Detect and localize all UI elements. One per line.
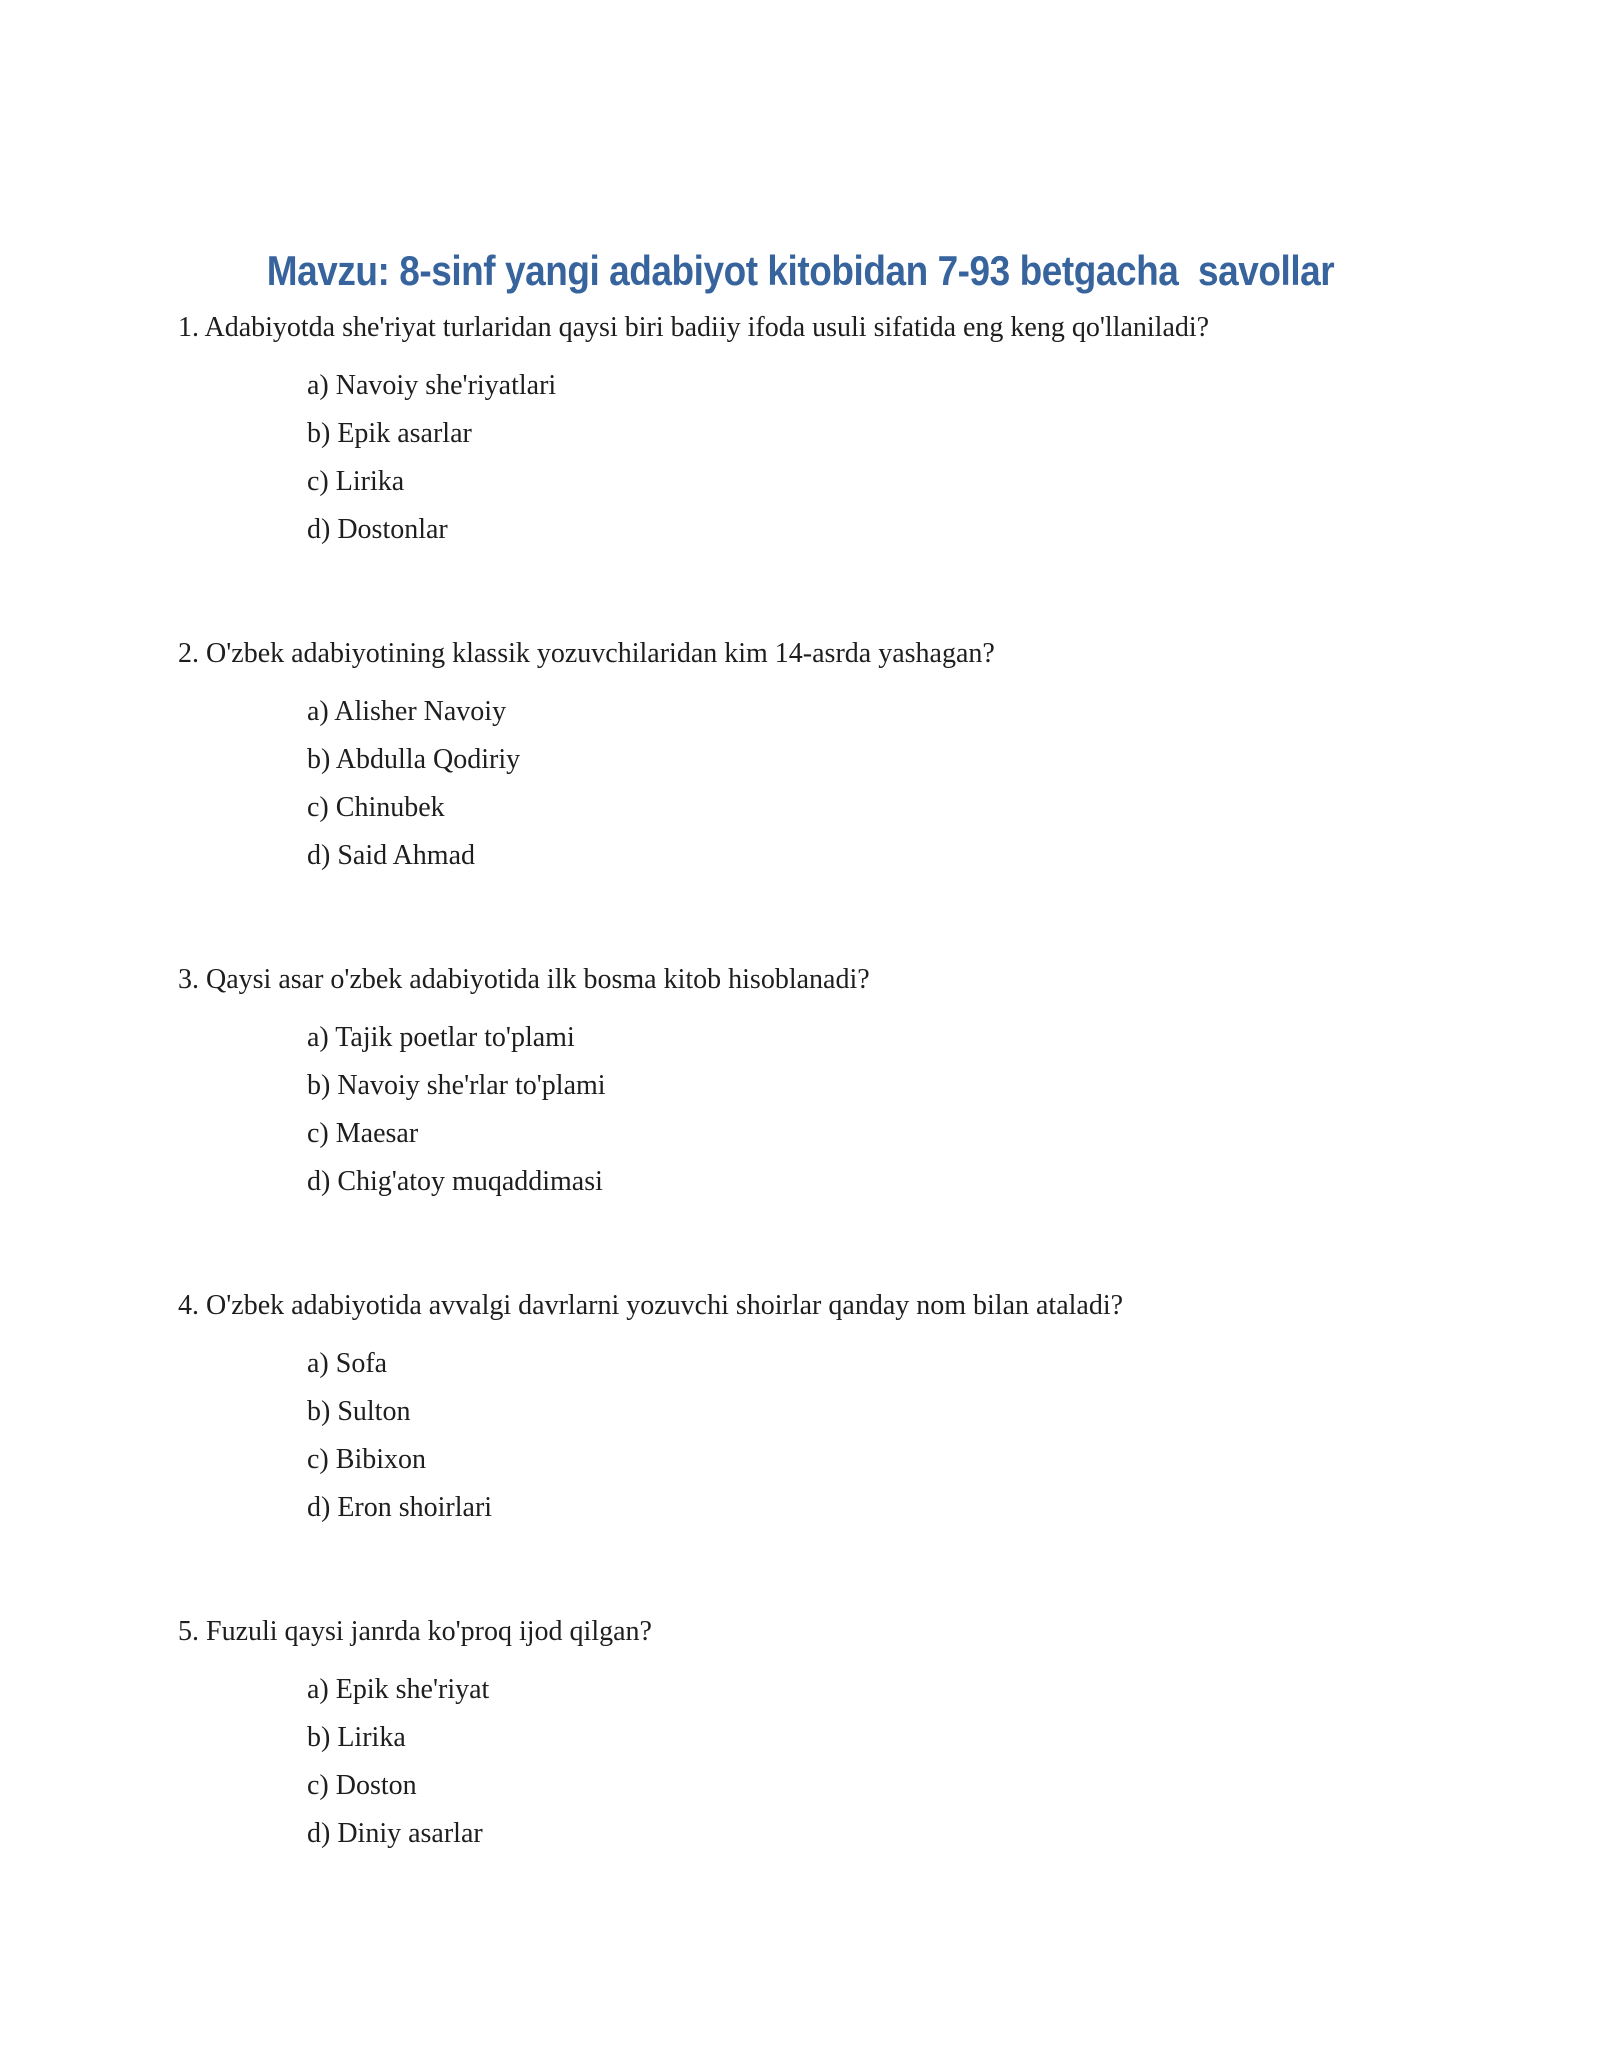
option-text: Epik she'riyat	[335, 1674, 490, 1705]
question-text	[178, 1612, 1422, 1652]
options-list	[307, 1344, 1422, 1528]
options-list	[307, 366, 1422, 550]
option-text: Dostonlar	[337, 514, 448, 545]
option-label: a)	[307, 370, 329, 401]
question-body: O'zbek adabiyotida avvalgi davrlarni yozuvchi shoirlar qanday nom bilan ataladi?	[206, 1290, 1124, 1321]
question-text	[178, 634, 1422, 674]
option-text: Eron shoirlari	[337, 1492, 493, 1523]
document-title	[178, 246, 1422, 296]
option-text: Diniy asarlar	[337, 1818, 483, 1849]
option-text: Navoiy she'riyatlari	[335, 370, 557, 401]
option-text: Alisher Navoiy	[334, 696, 507, 727]
question-body: O'zbek adabiyotining klassik yozuvchilaridan kim 14-asrda yashagan?	[206, 638, 995, 669]
option-label: a)	[307, 696, 329, 727]
option-text: Doston	[335, 1770, 417, 1801]
option-a	[307, 692, 1422, 732]
option-text: Chig'atoy muqaddimasi	[337, 1166, 603, 1197]
option-label: b)	[307, 1396, 331, 1427]
option-d	[307, 836, 1422, 876]
option-text: Epik asarlar	[337, 418, 472, 449]
option-a	[307, 1670, 1422, 1710]
option-c	[307, 1440, 1422, 1480]
option-d	[307, 1488, 1422, 1528]
option-b	[307, 1392, 1422, 1432]
option-label: c)	[307, 792, 329, 823]
option-a	[307, 1344, 1422, 1384]
option-b	[307, 1066, 1422, 1106]
option-d	[307, 510, 1422, 550]
option-c	[307, 1766, 1422, 1806]
options-list	[307, 1018, 1422, 1202]
question-body: Fuzuli qaysi janrda ko'proq ijod qilgan?	[206, 1616, 652, 1647]
question-body: Adabiyotda she'riyat turlaridan qaysi biri badiiy ifoda usuli sifatida eng keng qo'llaniladi?	[204, 312, 1210, 343]
option-text: Sofa	[335, 1348, 388, 1379]
question-text	[178, 308, 1422, 348]
option-a	[307, 1018, 1422, 1058]
option-c	[307, 462, 1422, 502]
option-b	[307, 1718, 1422, 1758]
option-label: c)	[307, 1118, 329, 1149]
option-label: c)	[307, 1770, 329, 1801]
option-text: Maesar	[335, 1118, 419, 1149]
question-block-3	[178, 960, 1422, 1202]
option-label: b)	[307, 744, 331, 775]
option-c	[307, 1114, 1422, 1154]
option-text: Bibixon	[335, 1444, 426, 1475]
option-label: a)	[307, 1674, 329, 1705]
options-list	[307, 692, 1422, 876]
option-label: a)	[307, 1022, 329, 1053]
question-block-4	[178, 1286, 1422, 1528]
question-body: Qaysi asar o'zbek adabiyotida ilk bosma kitob hisoblanadi?	[206, 964, 870, 995]
option-text: Said Ahmad	[337, 840, 475, 871]
question-block-2	[178, 634, 1422, 876]
option-text: Tajik poetlar to'plami	[335, 1022, 575, 1053]
option-label: a)	[307, 1348, 329, 1379]
question-number: 1.	[178, 312, 199, 343]
option-label: d)	[307, 1492, 331, 1523]
option-text: Sulton	[337, 1396, 411, 1427]
question-block-1	[178, 308, 1422, 550]
option-label: b)	[307, 1722, 331, 1753]
option-d	[307, 1162, 1422, 1202]
option-label: d)	[307, 1818, 331, 1849]
question-text	[178, 960, 1422, 1000]
option-d	[307, 1814, 1422, 1854]
option-c	[307, 788, 1422, 828]
option-b	[307, 414, 1422, 454]
document-title-text: Mavzu: 8-sinf yangi adabiyot kitobidan 7-93 betgacha savollar	[266, 247, 1334, 294]
option-label: d)	[307, 514, 331, 545]
question-text	[178, 1286, 1422, 1326]
option-text: Lirika	[337, 1722, 406, 1753]
question-number: 4.	[178, 1290, 199, 1321]
option-a	[307, 366, 1422, 406]
option-text: Abdulla Qodiriy	[335, 744, 521, 775]
option-text: Lirika	[335, 466, 405, 497]
option-label: b)	[307, 1070, 331, 1101]
option-label: b)	[307, 418, 331, 449]
option-label: c)	[307, 466, 329, 497]
option-text: Navoiy she'rlar to'plami	[337, 1070, 606, 1101]
question-number: 3.	[178, 964, 199, 995]
option-label: c)	[307, 1444, 329, 1475]
option-b	[307, 740, 1422, 780]
options-list	[307, 1670, 1422, 1854]
option-label: d)	[307, 840, 331, 871]
question-block-5	[178, 1612, 1422, 1854]
option-label: d)	[307, 1166, 331, 1197]
option-text: Chinubek	[335, 792, 445, 823]
question-number: 5.	[178, 1616, 199, 1647]
question-number: 2.	[178, 638, 199, 669]
